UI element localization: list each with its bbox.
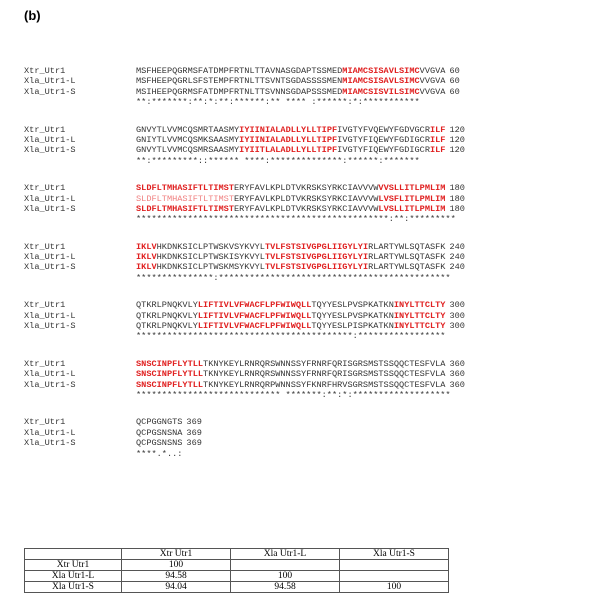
residue-segment: ERYFAVLKPLDTVKRSKSYRKCIAVVVW	[234, 203, 379, 214]
consensus-row	[24, 449, 584, 459]
sequence-residues	[136, 300, 445, 310]
transmembrane-segment: IYIITLALADLLYLLTIPF	[239, 145, 338, 156]
sequence-name: Xla_Utr1-L	[24, 193, 76, 204]
sequence-row	[24, 300, 584, 310]
table-header-cell: Xla Utr1-L	[231, 549, 340, 560]
residue-position: 300	[449, 300, 465, 311]
residue-segment: HKDNKSICLPTWSKISYKVYL	[156, 252, 265, 263]
residue-segment: MSFHEEPQGRMSFATDMPFRTNLTTAVNASGDAPTSSMED	[136, 66, 343, 76]
residue-position: 300	[449, 310, 465, 321]
residue-segment: QTKRLPNQKVLY	[136, 300, 198, 311]
table-header-row	[25, 549, 449, 560]
panel-label: (b)	[24, 8, 41, 23]
identity-table	[24, 548, 449, 593]
transmembrane-segment: LIFTIVLVFWACFLPFWIWQLL	[197, 300, 312, 311]
residue-segment: IVGTYFIQEWYFGDIGCR	[337, 134, 430, 145]
sequence-row	[24, 428, 584, 438]
consensus-symbols: ***************:*********************************************	[136, 272, 451, 283]
residue-position: 360	[449, 369, 465, 380]
sequence-residues	[136, 145, 445, 155]
residue-position: 360	[449, 379, 465, 390]
residue-segment: RLARTYWLSQTASFK	[368, 241, 446, 252]
consensus-row	[24, 390, 584, 400]
residue-segment: ERYFAVLKPLDTVKRSKSYRKCIAVVVW	[234, 183, 379, 194]
sequence-name: Xla_Utr1-L	[24, 369, 76, 380]
residue-segment: TQYYESLPVSPKATKN	[311, 300, 394, 311]
sequence-row	[24, 321, 584, 331]
residue-position: 369	[186, 438, 202, 449]
residue-position: 240	[449, 252, 465, 263]
residue-segment: QCPGSNSNS	[136, 438, 183, 449]
transmembrane-segment: MIAMCSISAVLSIMC	[342, 66, 420, 76]
sequence-name: Xtr_Utr1	[24, 358, 66, 369]
table-row-label: Xtr Utr1	[25, 560, 122, 571]
consensus-symbols: **:*********::****** ****:**************:******:*******	[136, 155, 420, 166]
residue-segment: IVGTYFIQEWYFGDIGCR	[337, 145, 430, 156]
table-row	[25, 571, 449, 582]
sequence-name: Xla_Utr1-S	[24, 86, 76, 97]
transmembrane-segment: LVSLLITLPMLIM	[378, 203, 446, 214]
residue-position: 180	[449, 203, 465, 214]
transmembrane-segment: IKLV	[136, 252, 157, 263]
sequence-row	[24, 125, 584, 135]
table-cell: 94.04	[122, 582, 231, 593]
sequence-name: Xla_Utr1-L	[24, 134, 76, 145]
table-row-label: Xla Utr1-S	[25, 582, 122, 593]
residue-segment: VVGVA	[419, 86, 446, 97]
sequence-residues	[136, 194, 445, 204]
sequence-name: Xla_Utr1-L	[24, 252, 76, 263]
table-cell: 100	[231, 571, 340, 582]
residue-segment: TQYYESLPISPKATKN	[311, 321, 394, 332]
sequence-name: Xla_Utr1-L	[24, 76, 76, 87]
consensus-symbols: ******************************************:*****************	[136, 331, 446, 342]
consensus-symbols: ****.*..:	[136, 448, 183, 459]
table-cell	[231, 560, 340, 571]
sequence-residues	[136, 76, 445, 86]
sequence-residues	[136, 66, 445, 76]
residue-segment: QCPGSNSNA	[136, 427, 183, 438]
transmembrane-segment: SNSCINPFLYTLL	[136, 369, 204, 380]
sequence-residues	[136, 87, 445, 97]
residue-segment: QCPGGNGTS	[136, 417, 183, 428]
sequence-row	[24, 66, 584, 76]
sequence-row	[24, 380, 584, 390]
consensus-symbols: **************************** *******:**:*:*******************	[136, 389, 451, 400]
transmembrane-segment: TVLFSTSIVGPGLIIGYLYI	[264, 252, 369, 263]
sequence-name: Xtr_Utr1	[24, 66, 66, 76]
residue-segment: QTKRLPNQKVLY	[136, 310, 198, 321]
transmembrane-segment: LIFTIVLVFWACFLPFWIWQLL	[197, 310, 312, 321]
sequence-residues	[136, 428, 182, 438]
alignment-block	[24, 359, 584, 401]
sequence-name: Xla_Utr1-S	[24, 145, 76, 156]
transmembrane-segment: TVLFSTSIVGPGLIIGYLYI	[264, 241, 369, 252]
sequence-residues	[136, 311, 445, 321]
residue-segment: TKNYKEYLRNRQRSWNNSSYFRNRFQRISGRSMSTSSQQCTESFVLA	[203, 369, 446, 380]
alignment-block	[24, 125, 584, 167]
sequence-row	[24, 438, 584, 448]
sequence-alignment	[24, 66, 584, 476]
residue-position: 240	[449, 262, 465, 273]
alignment-block	[24, 417, 584, 459]
sequence-row	[24, 242, 584, 252]
transmembrane-segment: SLDFLTMHASIFTLTIMST	[136, 193, 234, 204]
consensus-row	[24, 331, 584, 341]
transmembrane-segment: SNSCINPFLYTLL	[136, 358, 204, 369]
table-cell: 100	[340, 582, 449, 593]
residue-segment: GNIYTLVVMCQSMKSAASMY	[136, 134, 240, 145]
sequence-row	[24, 417, 584, 427]
table-header-cell: Xla Utr1-S	[340, 549, 449, 560]
sequence-residues	[136, 380, 445, 390]
transmembrane-segment: VVSLLITLPMLIM	[378, 183, 446, 194]
table-cell: 94.58	[122, 571, 231, 582]
consensus-row	[24, 156, 584, 166]
sequence-row	[24, 252, 584, 262]
residue-segment: IVGTYFVQEWYFGDVGCR	[337, 124, 430, 135]
alignment-block	[24, 66, 584, 108]
sequence-row	[24, 135, 584, 145]
residue-segment: GNVYTLVVMCQSMRTAASMY	[136, 124, 240, 135]
sequence-name: Xla_Utr1-S	[24, 379, 76, 390]
transmembrane-segment: LIFTIVLVFWACFLPFWIWQLL	[197, 321, 312, 332]
table-row	[25, 560, 449, 571]
table-cell: 100	[122, 560, 231, 571]
sequence-residues	[136, 359, 445, 369]
consensus-row	[24, 97, 584, 107]
sequence-row	[24, 359, 584, 369]
residue-position: 369	[186, 417, 202, 428]
transmembrane-segment: IKLV	[136, 262, 157, 273]
sequence-row	[24, 87, 584, 97]
transmembrane-segment: TVLFSTSIVGPGLIIGYLYI	[264, 262, 369, 273]
sequence-residues	[136, 135, 445, 145]
consensus-row	[24, 273, 584, 283]
alignment-block	[24, 183, 584, 225]
residue-segment: GNVYTLVVMCQSMRSAASMY	[136, 145, 240, 156]
transmembrane-segment: INYLTTCLTY	[393, 300, 446, 311]
residue-position: 60	[449, 76, 460, 87]
residue-position: 240	[449, 241, 465, 252]
sequence-name: Xtr_Utr1	[24, 183, 66, 194]
sequence-name: Xla_Utr1-S	[24, 262, 76, 273]
sequence-name: Xtr_Utr1	[24, 124, 66, 135]
sequence-row	[24, 262, 584, 272]
residue-segment: RLARTYWLSQTASFK	[368, 252, 446, 263]
residue-position: 120	[449, 145, 465, 156]
consensus-symbols: **:*******:**:*:**:******:** **** :******:*:***********	[136, 97, 420, 108]
residue-position: 369	[186, 427, 202, 438]
transmembrane-segment: LVSFLITLPMLIM	[378, 193, 446, 204]
sequence-row	[24, 194, 584, 204]
transmembrane-segment: MIAMCSISAVLSIMC	[342, 76, 420, 87]
transmembrane-segment: IKLV	[136, 241, 157, 252]
table-cell	[340, 560, 449, 571]
transmembrane-segment: SNSCINPFLYTLL	[136, 379, 204, 390]
sequence-row	[24, 204, 584, 214]
sequence-row	[24, 76, 584, 86]
transmembrane-segment: INYLTTCLTY	[393, 321, 446, 332]
sequence-name: Xla_Utr1-S	[24, 438, 76, 449]
sequence-name: Xla_Utr1-S	[24, 321, 76, 332]
consensus-symbols: *************************************************:**:*********	[136, 214, 456, 225]
residue-position: 120	[449, 124, 465, 135]
alignment-block	[24, 300, 584, 342]
sequence-name: Xla_Utr1-L	[24, 310, 76, 321]
transmembrane-segment: SLDFLTMHASIFTLTIMST	[136, 203, 234, 214]
residue-position: 60	[449, 86, 460, 97]
residue-segment: TKNYKEYLRNRQRPWNNSSYFKNRFHRVSGRSMSTSSQQCTESFVLA	[203, 379, 446, 390]
residue-segment: MSIHEEPQGRMSFATDMPFRTNLTTSVNNSGDAPSSSMED	[136, 86, 343, 97]
sequence-residues	[136, 417, 182, 427]
sequence-residues	[136, 242, 445, 252]
consensus-row	[24, 214, 584, 224]
sequence-residues	[136, 438, 182, 448]
residue-segment: HKDNKSICLPTWSKMSYKVYL	[156, 262, 265, 273]
table-header-cell	[25, 549, 122, 560]
sequence-residues	[136, 262, 445, 272]
transmembrane-segment: MIAMCSISVILSIMC	[342, 86, 420, 97]
table-row	[25, 582, 449, 593]
residue-segment: VVGVA	[419, 66, 446, 76]
residue-position: 60	[449, 66, 460, 76]
residue-segment: HKDNKSICLPTWSKVSYKVYL	[156, 241, 265, 252]
alignment-block	[24, 242, 584, 284]
transmembrane-segment: ILF	[429, 134, 446, 145]
residue-position: 300	[449, 321, 465, 332]
residue-position: 180	[449, 193, 465, 204]
residue-position: 180	[449, 183, 465, 194]
residue-segment: TQYYESLPVSPKATKN	[311, 310, 394, 321]
transmembrane-segment: IYIINIALADLLYLLTIPF	[239, 134, 338, 145]
residue-segment: MSFHEEPQGRLSFSTEMPFRTNLTTSVNTSGDASSSSMEN	[136, 76, 343, 87]
sequence-row	[24, 311, 584, 321]
residue-segment: TKNYKEYLRNRQRSWNNSSYFRNRFQRISGRSMSTSSQQCTESFVLA	[203, 358, 446, 369]
table-row-label: Xla Utr1-L	[25, 571, 122, 582]
sequence-residues	[136, 369, 445, 379]
residue-segment: ERYFAVLKPLDTVKRSKSYRKCIAVVVW	[234, 193, 379, 204]
sequence-name: Xtr_Utr1	[24, 417, 66, 428]
transmembrane-segment: IYIINIALADLLYLLTIPF	[239, 124, 338, 135]
sequence-name: Xla_Utr1-S	[24, 203, 76, 214]
sequence-name: Xtr_Utr1	[24, 241, 66, 252]
transmembrane-segment: ILF	[429, 124, 446, 135]
sequence-row	[24, 183, 584, 193]
sequence-residues	[136, 252, 445, 262]
table-header-cell: Xtr Utr1	[122, 549, 231, 560]
sequence-residues	[136, 321, 445, 331]
sequence-name: Xla_Utr1-L	[24, 427, 76, 438]
table-cell	[340, 571, 449, 582]
residue-position: 360	[449, 358, 465, 369]
transmembrane-segment: ILF	[429, 145, 446, 156]
transmembrane-segment: SLDFLTMHASIFTLTIMST	[136, 183, 234, 194]
residue-position: 120	[449, 134, 465, 145]
sequence-row	[24, 369, 584, 379]
residue-segment: RLARTYWLSQTASFK	[368, 262, 446, 273]
sequence-residues	[136, 204, 445, 214]
transmembrane-segment: INYLTTCLTY	[393, 310, 446, 321]
sequence-residues	[136, 125, 445, 135]
table-cell: 94.58	[231, 582, 340, 593]
residue-segment: QTKRLPNQKVLY	[136, 321, 198, 332]
sequence-name: Xtr_Utr1	[24, 300, 66, 311]
residue-segment: VVGVA	[419, 76, 446, 87]
sequence-residues	[136, 183, 445, 193]
sequence-row	[24, 145, 584, 155]
